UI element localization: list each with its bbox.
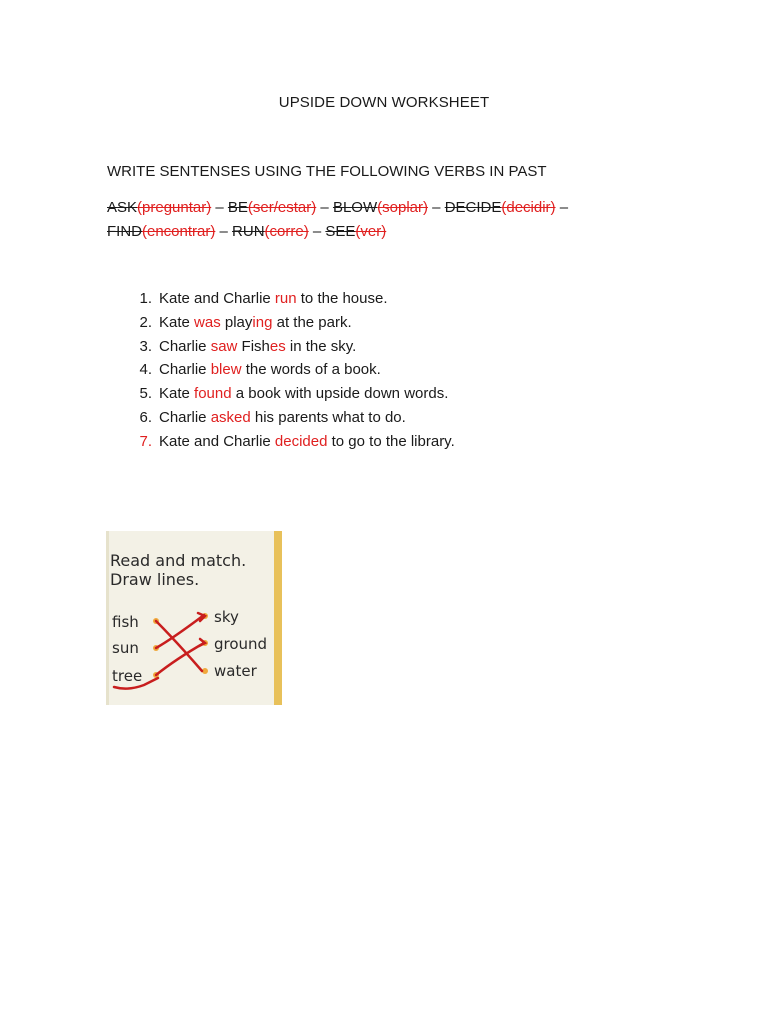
sentence-number: 7. (139, 432, 152, 450)
verb-word: BE (227, 199, 248, 216)
verb-separator: – (428, 199, 445, 216)
verb-see (325, 223, 386, 240)
verb-separator: – (555, 199, 569, 216)
verb-translation: (soplar) (377, 199, 428, 216)
sentence-list (125, 287, 455, 454)
verb-ask (107, 199, 211, 216)
past-verb-highlight: run (274, 290, 297, 307)
sentence-text: to go to the library. (327, 432, 455, 450)
verb-decide (445, 199, 556, 216)
instructions-heading: WRITE SENTENSES USING THE FOLLOWING VERBS IN PAST (107, 163, 547, 180)
sentence-text: Kate and Charlie (159, 290, 275, 307)
right-word-ground: ground (214, 635, 268, 653)
past-verb-highlight: ing (252, 313, 273, 331)
sentence-item (125, 382, 455, 406)
picture-border (274, 531, 282, 705)
past-verb-highlight: decided (274, 432, 328, 450)
sentence-text: his parents what to do. (250, 408, 406, 426)
sentence-number: 5. (139, 385, 152, 403)
picture-heading-2: Draw lines. (110, 570, 200, 589)
sentence-text: to the house. (296, 290, 388, 307)
verb-word: FIND (107, 223, 142, 240)
picture-heading-1: Read and match. (110, 551, 247, 570)
sentence-item (125, 406, 455, 430)
past-verb-highlight: es (269, 337, 286, 355)
left-word-sun: sun (112, 639, 139, 657)
verb-find (107, 223, 215, 240)
right-word-sky: sky (214, 608, 239, 626)
verb-word: ASK (107, 199, 138, 216)
verb-word: DECIDE (444, 199, 502, 216)
verb-separator: – (308, 223, 326, 240)
verb-translation: (corre) (264, 223, 309, 240)
verb-word: SEE (325, 223, 356, 240)
verb-separator: – (215, 223, 233, 240)
sentence-number: 2. (139, 313, 152, 331)
sentence-text: the words of a book. (241, 361, 381, 379)
verb-word: RUN (232, 223, 265, 240)
past-verb-highlight: was (194, 313, 221, 331)
past-verb-highlight: saw (210, 337, 238, 355)
past-verb-highlight: asked (210, 408, 251, 426)
sentence-text: Kate (159, 313, 195, 331)
sentence-text: Fish (237, 337, 270, 355)
page-title: UPSIDE DOWN WORKSHEET (278, 94, 490, 111)
past-verb-highlight: blew (210, 361, 242, 379)
sentence-item (125, 287, 455, 311)
sentence-item (125, 358, 455, 382)
sentence-text: Kate and Charlie (159, 432, 275, 450)
sentence-number: 3. (139, 337, 152, 355)
verb-translation: (ver) (355, 223, 387, 240)
sentence-item (125, 430, 455, 454)
sentence-text: Charlie (159, 361, 211, 379)
verb-be (228, 199, 316, 216)
sentence-text: Charlie (159, 337, 211, 355)
sentence-item (125, 335, 455, 359)
sentence-item (125, 311, 455, 335)
sentence-text: play (220, 313, 253, 331)
right-word-water: water (214, 662, 257, 680)
verb-list (107, 196, 627, 244)
left-word-fish: fish (112, 613, 139, 631)
past-verb-highlight: found (194, 385, 232, 403)
sentence-text: Kate (159, 385, 195, 403)
sentence-number: 1. (139, 290, 152, 307)
sentence-number: 4. (139, 361, 152, 379)
verb-translation: (decidir) (501, 199, 556, 216)
read-and-match-picture (106, 531, 282, 705)
verb-blow (333, 199, 428, 216)
verb-run (232, 223, 309, 240)
sentence-text: a book with upside down words. (231, 385, 449, 403)
sentence-number: 6. (139, 408, 152, 426)
sentence-text: in the sky. (285, 337, 357, 355)
sentence-text: Charlie (159, 408, 211, 426)
sentence-text: at the park. (272, 313, 352, 331)
verb-translation: (encontrar) (142, 223, 216, 240)
verb-separator: – (211, 199, 228, 216)
verb-separator: – (316, 199, 333, 216)
verb-word: BLOW (332, 199, 378, 216)
verb-translation: (preguntar) (137, 199, 212, 216)
verb-translation: (ser/estar) (247, 199, 317, 216)
left-word-tree: tree (112, 667, 143, 685)
